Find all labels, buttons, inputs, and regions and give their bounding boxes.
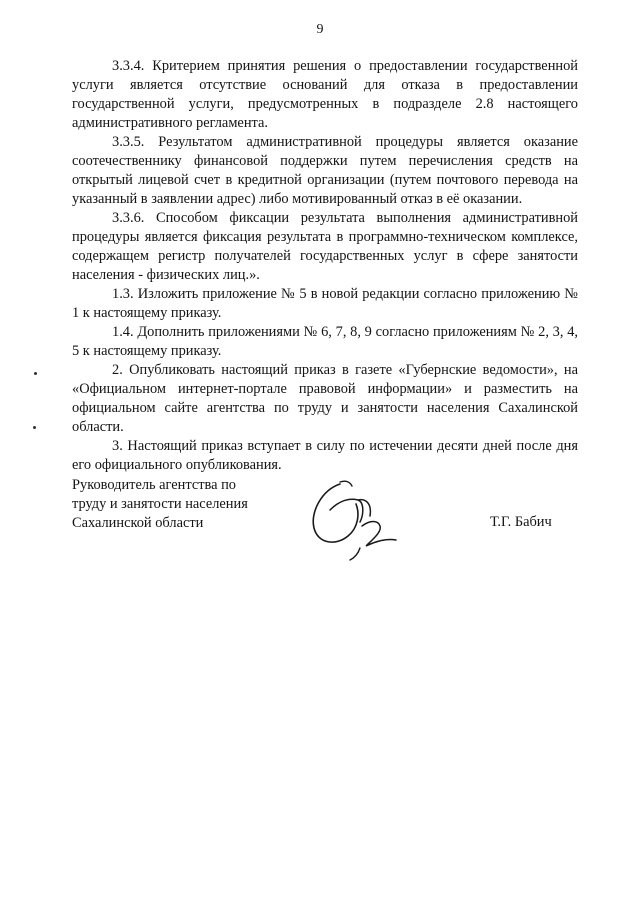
position-line: Руководитель агентства по [72,477,236,493]
position-line: Сахалинской области [72,515,204,531]
signatory-name: Т.Г. Бабич [490,514,552,530]
paragraph-3-3-6: 3.3.6. Способом фиксации результата выполнения административной процедуры является фиксация результата в программно-техническом комплексе, содержащем регистр получателей государственных услуг в сфере занятости населения - физических лиц.». [72,210,578,283]
handwritten-signature [300,470,410,562]
paragraph-3: 3. Настоящий приказ вступает в силу по истечении десяти дней после дня его официального опубликования. [72,438,578,473]
signatory-position [72,476,248,533]
paragraph-1-3: 1.3. Изложить приложение № 5 в новой редакции согласно приложению № 1 к настоящему приказу. [72,286,578,321]
position-line: труду и занятости населения [72,496,248,512]
paragraph-1-4: 1.4. Дополнить приложениями № 6, 7, 8, 9 согласно приложениям № 2, 3, 4, 5 к настоящему приказу. [72,324,578,359]
paragraph-3-3-4: 3.3.4. Критерием принятия решения о предоставлении государственной услуги является отсутствие оснований для отказа в предоставлении государственной услуги, предусмотренных в подразделе 2.8 настоящего административного регламента. [72,58,578,131]
scan-speck [33,426,36,429]
page-number: 9 [316,22,324,37]
paragraph-2: 2. Опубликовать настоящий приказ в газете «Губернские ведомости», на «Официальном интернет-портале правовой информации» и разместить на официальном сайте агентства по труду и занятости населения Сахалинской области. [72,362,578,435]
paragraph-3-3-5: 3.3.5. Результатом административной процедуры является оказание соотечественнику финансовой поддержки путем перечисления средств на открытый лицевой счет в кредитной организации (путем почтового перевода на указанный в заявлении адрес) либо мотивированный отказ в её оказании. [72,134,578,207]
document-body [72,57,578,475]
scan-speck [34,372,37,375]
